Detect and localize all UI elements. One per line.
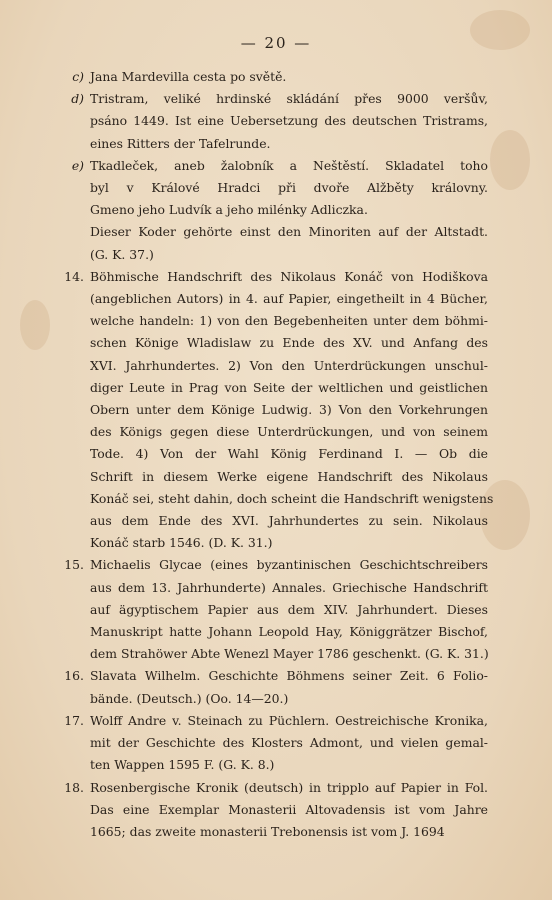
catalog-entry: [48, 221, 488, 265]
catalog-entry: [48, 88, 488, 155]
catalog-entry: [48, 665, 488, 709]
text-line: auf ägyptischem Papier aus dem XIV. Jahrhundert. Dieses: [90, 601, 488, 617]
catalog-entry: [48, 266, 494, 555]
text-line: Tode. 4) Von der Wahl König Ferdinand I. — Ob die: [90, 446, 488, 462]
page-number: — 20 —: [240, 34, 312, 52]
catalog-entry: [48, 66, 488, 88]
text-line: Slavata Wilhelm. Geschichte Böhmens seiner Zeit. 6 Folio-: [90, 668, 488, 684]
text-line: Dieser Koder gehörte einst den Minoriten auf der Altstadt.: [90, 224, 488, 240]
text-line: Michaelis Glycae (eines byzantinischen Geschichtschreibers: [90, 557, 488, 573]
text-line: Schrift in diesem Werke eigene Handschrift des Nikolaus: [90, 468, 488, 484]
text-line: ten Wappen 1595 F. (G. K. 8.): [90, 757, 275, 773]
text-line: Rosenbergische Kronik (deutsch) in tripplo auf Papier in Fol.: [90, 779, 488, 795]
text-line: eines Ritters der Tafelrunde.: [90, 135, 271, 151]
text-line: schen Könige Wladislaw zu Ende des XV. und Anfang des: [90, 335, 488, 351]
text-line: Manuskript hatte Johann Leopold Hay, Königgrätzer Bischof,: [90, 624, 488, 640]
text-line: Konáč starb 1546. (D. K. 31.): [90, 535, 273, 551]
text-line: (G. K. 37.): [90, 246, 154, 262]
text-line: dem Strahöwer Abte Wenezl Mayer 1786 geschenkt. (G. K. 31.): [90, 646, 489, 662]
text-line: aus dem Ende des XVI. Jahrhundertes zu sein. Nikolaus: [90, 513, 488, 529]
entry-label: 15.: [64, 557, 84, 573]
text-line: (angeblichen Autors) in 4. auf Papier, eingetheilt in 4 Bücher,: [90, 291, 488, 307]
catalog-entry: [48, 554, 488, 665]
catalog-entry: [48, 710, 488, 777]
entry-label: 18.: [64, 779, 84, 795]
entry-label: 16.: [64, 668, 84, 684]
text-line: diger Leute in Prag von Seite der weltlichen und geistlichen: [90, 379, 488, 395]
entry-label: d): [71, 91, 84, 107]
text-line: Das eine Exemplar Monasterii Altovadensis ist vom Jahre: [90, 801, 488, 817]
text-line: 1665; das zweite monasterii Trebonensis ist vom J. 1694: [90, 823, 445, 839]
paper-stain: [20, 300, 50, 350]
text-line: bände. (Deutsch.) (Oo. 14—20.): [90, 690, 289, 706]
text-line: Jana Mardevilla cesta po světě.: [90, 69, 287, 84]
text-line: byl v Králové Hradci při dvoře Alžběty královny.: [90, 180, 488, 196]
text-line: XVI. Jahrhundertes. 2) Von den Unterdrückungen unschul-: [90, 357, 488, 373]
text-line: Tkadleček, aneb žalobník a Neštěstí. Skladatel toho: [90, 157, 488, 173]
text-line: Gmeno jeho Ludvík a jeho milénky Adliczka.: [90, 202, 368, 218]
text-line: Konáč sei, steht dahin, doch scheint die Handschrift wenigstens: [90, 490, 494, 506]
page-body: [48, 66, 494, 843]
catalog-entry: [48, 155, 488, 222]
text-line: Böhmische Handschrift des Nikolaus Konáč von Hodiškova: [90, 268, 488, 284]
text-line: des Königs gegen diese Unterdrückungen, und von seinem: [90, 424, 488, 440]
text-line: Wolff Andre v. Steinach zu Püchlern. Oestreichische Kronika,: [90, 712, 488, 728]
entry-label: 14.: [64, 268, 84, 284]
entry-label: 17.: [64, 712, 84, 728]
text-line: Obern unter dem Könige Ludwig. 3) Von den Vorkehrungen: [90, 402, 488, 418]
text-line: Tristram, veliké hrdinské skládání přes 9000 veršův,: [90, 91, 488, 107]
text-line: psáno 1449. Ist eine Uebersetzung des deutschen Tristrams,: [90, 113, 488, 129]
text-line: aus dem 13. Jahrhunderte) Annales. Griechische Handschrift: [90, 579, 488, 595]
entry-label: e): [71, 157, 84, 173]
entry-label: c): [72, 69, 84, 84]
text-line: welche handeln: 1) von den Begebenheiten unter dem böhmi-: [90, 313, 488, 329]
catalog-entry: [48, 777, 488, 844]
paper-stain: [490, 130, 530, 190]
text-line: mit der Geschichte des Klosters Admont, und vielen gemal-: [90, 735, 488, 751]
